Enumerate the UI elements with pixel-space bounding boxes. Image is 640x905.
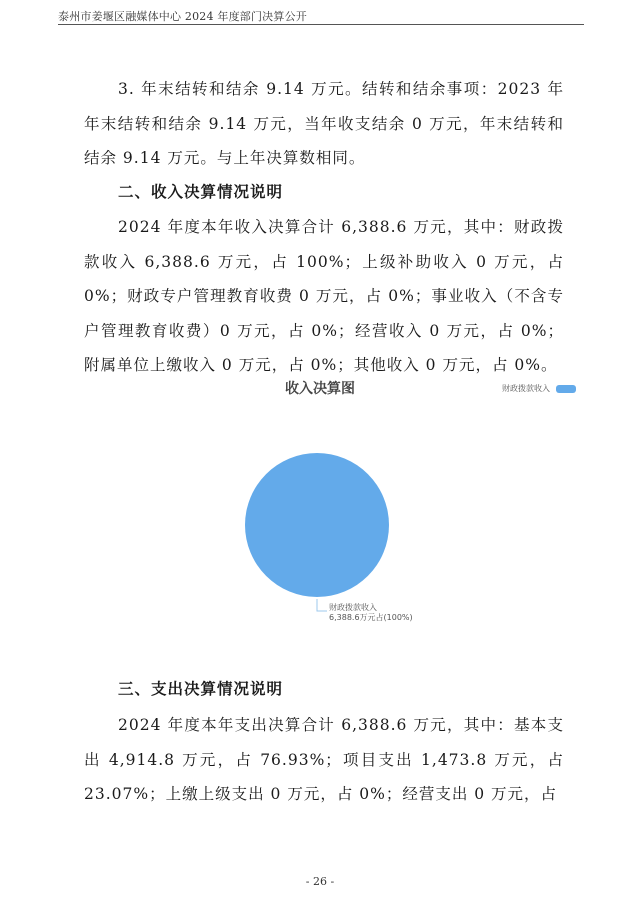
expense-heading: 三、支出决算情况说明: [118, 680, 284, 698]
chart-title: 收入决算图: [285, 381, 355, 397]
income-heading: 二、收入决算情况说明: [118, 183, 284, 201]
carryover-paragraph: 3. 年末结转和结余 9.14 万元。结转和结余事项：2023 年年末结转和结余 9.14 万元，当年收支结余 0 万元，年末结转和结余 9.14 万元。与上年决算数相同。: [84, 80, 564, 167]
pie-leader-line: [317, 599, 327, 611]
legend-label: 财政拨款收入: [502, 384, 550, 393]
pie-slice-fiscal-appropriation: [245, 453, 389, 597]
page-header: 泰州市姜堰区融媒体中心 2024 年度部门决算公开: [58, 10, 307, 23]
expense-paragraph: 2024 年度本年支出决算合计 6,388.6 万元，其中：基本支出 4,914.8 万元，占 76.93%；项目支出 1,473.8 万元，占 23.07%；上缴上级支出 0 万元，占 0%；经营支出 0 万元，占: [84, 716, 564, 803]
pie-data-label-name: 财政拨款收入: [329, 603, 377, 612]
page-number: - 26 -: [305, 875, 335, 888]
pie-data-label-value: 6,388.6万元占(100%): [329, 613, 413, 622]
income-paragraph: 2024 年度本年收入决算合计 6,388.6 万元，其中：财政拨款收入 6,388.6 万元，占 100%；上级补助收入 0 万元，占 0%；财政专户管理教育收费 0 万元，占 0%；事业收入（不含专户管理教育收费）0 万元，占 0%；经营收入 0 万元，占 0%；附属单位上缴收入 0 万元，占 0%；其他收入 0 万元，占 0%。: [84, 218, 564, 374]
